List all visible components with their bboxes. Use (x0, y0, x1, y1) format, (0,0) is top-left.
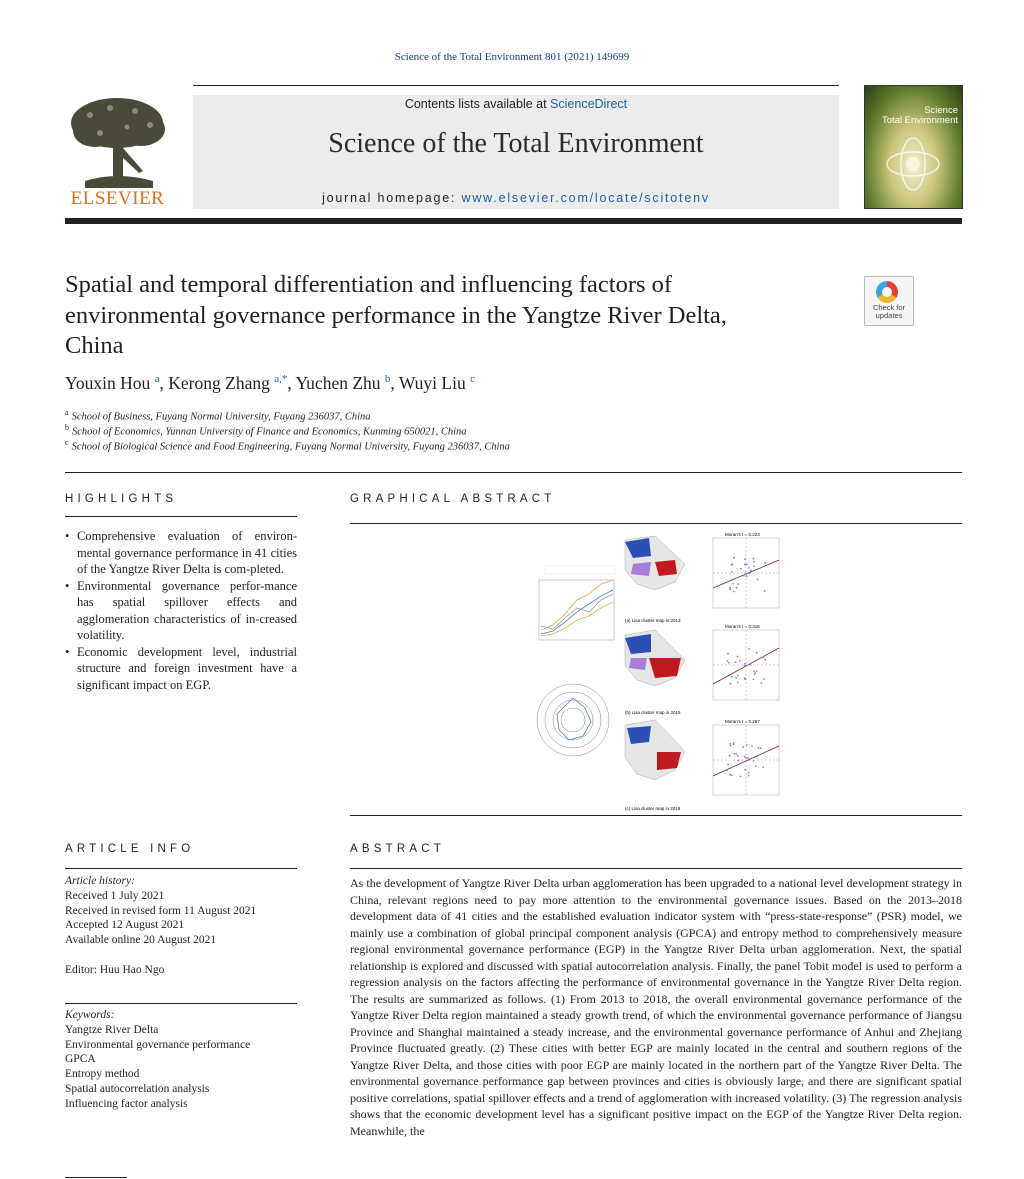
ga-scatter-point (753, 678, 755, 680)
ga-scatter-point (747, 757, 749, 759)
editor-line: Editor: Huu Hao Ngo (65, 964, 165, 976)
keywords-block (65, 1008, 297, 1112)
keyword-item[interactable]: GPCA (65, 1053, 96, 1066)
graphical-abstract-heading: GRAPHICAL ABSTRACT (350, 493, 556, 505)
ga-scatter-point (753, 561, 755, 563)
affiliation-mark: c (65, 438, 69, 447)
section-rule (65, 472, 962, 473)
ga-scatter-point (744, 679, 746, 681)
ga-scatter-point (733, 557, 735, 559)
cover-title-line1: Science (924, 105, 958, 116)
ga-scatter-point (753, 760, 755, 762)
ga-scatter-point (737, 682, 739, 684)
ga-scatter-point (734, 753, 736, 755)
ga-scatter-point (744, 665, 746, 667)
homepage-prefix: journal homepage: (322, 191, 462, 205)
ga-scatter-point (746, 575, 748, 577)
ga-scatter-point (760, 682, 762, 684)
ga-scatter-point (737, 755, 739, 757)
ga-scatter-point (763, 678, 765, 680)
ga-caption-2013: (a) Lisa cluster map in 2013 (625, 618, 681, 623)
journal-name: Science of the Total Environment (328, 128, 704, 159)
ga-scatter-point (727, 764, 729, 766)
ga-scatter-point (729, 587, 731, 589)
ga-map-2013 (625, 536, 685, 623)
keyword-item[interactable]: Entropy method (65, 1068, 140, 1081)
ga-scatter-point (732, 563, 734, 565)
ga-scatter-point (727, 653, 729, 655)
affiliation-text: School of Biological Science and Food Engineering, Fuyang Normal University, Fuyang 236037, China (71, 441, 510, 453)
ga-scatter-point (762, 657, 764, 659)
affiliation (65, 438, 510, 453)
ga-scatter-point (737, 760, 739, 762)
ga-scatter-2018 (713, 719, 779, 795)
keyword-item[interactable]: Spatial autocorrelation analysis (65, 1082, 210, 1095)
ga-scatter-point (753, 670, 755, 672)
history-accepted: Accepted 12 August 2021 (65, 919, 185, 932)
ga-scatter-point (750, 664, 752, 666)
ga-scatter-point (735, 753, 737, 755)
ga-scatter-point (728, 662, 730, 664)
ga-scatter-point (752, 558, 754, 560)
author-list (65, 373, 475, 394)
article-history-label: Article history: (65, 875, 135, 887)
ga-scatter-point (764, 659, 766, 661)
ga-scatter-point (729, 743, 731, 745)
ga-scatter-point (744, 573, 746, 575)
ga-scatter-point (756, 652, 758, 654)
ga-scatter-point (748, 772, 750, 774)
author-separator: , (159, 373, 169, 393)
ga-scatter-point (730, 683, 732, 685)
ga-caption-2015: (b) Lisa cluster map in 2015 (625, 710, 681, 715)
journal-homepage (193, 191, 839, 205)
history-revised: Received in revised form 11 August 2021 (65, 904, 257, 917)
ga-scatter-points (726, 557, 766, 778)
keywords-label: Keywords: (65, 1009, 115, 1021)
keyword-item[interactable]: Yangtze River Delta (65, 1023, 159, 1036)
ga-scatter-point (758, 747, 760, 749)
ga-moran-2013: Moran's I = 0.223 (725, 532, 760, 537)
highlights-heading: HIGHLIGHTS (65, 493, 178, 505)
ga-scatter-point (745, 564, 747, 566)
keywords-rule (65, 1003, 297, 1004)
article-info-heading: ARTICLE INFO (65, 843, 195, 855)
ga-scatter-point (733, 742, 735, 744)
article-info-rule (65, 868, 297, 869)
author-affiliation-mark[interactable]: c (470, 373, 475, 386)
homepage-link[interactable]: www.elsevier.com/locate/scitotenv (461, 191, 710, 205)
author-name[interactable]: Wuyi Liu (398, 373, 466, 393)
elsevier-tree-icon (65, 93, 170, 188)
contents-prefix: Contents lists available at (404, 97, 551, 111)
ga-scatter-point (744, 756, 746, 758)
journal-citation[interactable]: Science of the Total Environment 801 (2021) 149699 (394, 51, 630, 63)
ga-scatter-point (737, 656, 739, 658)
author-separator: , (390, 373, 399, 393)
keyword-item[interactable]: Environmental governance performance (65, 1038, 251, 1051)
ga-scatter-point (744, 558, 746, 560)
footnote-rule (65, 1177, 127, 1178)
ga-scatter-2015 (713, 624, 779, 700)
header-rule (193, 85, 839, 86)
cover-flower-icon (865, 86, 962, 208)
ga-scatter-point (744, 663, 746, 665)
ga-scatter-point (735, 677, 737, 679)
ga-scatter-point (729, 774, 731, 776)
cover-title-line2: Total Environment (881, 115, 958, 126)
ga-radar-chart (537, 684, 609, 756)
ga-scatter-point (740, 568, 742, 570)
abstract-heading: ABSTRACT (350, 843, 445, 855)
ga-scatter-point (762, 767, 764, 769)
ga-scatter-point (731, 775, 733, 777)
affiliation-mark: b (65, 423, 69, 432)
ga-scatter-point (731, 676, 733, 678)
publisher-wordmark: ELSEVIER (70, 188, 165, 209)
ga-scatter-point (739, 660, 741, 662)
author-affiliation-mark[interactable]: a,* (274, 373, 288, 386)
keyword-item[interactable]: Influencing factor analysis (65, 1097, 188, 1110)
ga-scatter-point (726, 769, 728, 771)
graphical-abstract-svg (525, 530, 790, 815)
ga-scatter-point (746, 744, 748, 746)
history-online: Available online 20 August 2021 (65, 934, 217, 947)
author-separator: , (287, 373, 296, 393)
ga-scatter-point (764, 562, 766, 564)
ga-scatter-point (740, 776, 742, 778)
check-for-updates-label: Check for updates (872, 303, 906, 320)
ga-scatter-point (729, 745, 731, 747)
ga-scatter-point (742, 746, 744, 748)
ga-scatter-point (754, 672, 756, 674)
ga-scatter-point (745, 757, 747, 759)
ga-scatter-point (735, 661, 737, 663)
ga-scatter-point (738, 583, 740, 585)
ga-scatter-point (729, 755, 731, 757)
ga-scatter-point (748, 567, 750, 569)
author-affiliation-mark[interactable]: b (384, 373, 391, 386)
ga-scatter-point (760, 747, 762, 749)
ga-scatter-point (743, 575, 745, 577)
ga-scatter-point (726, 660, 728, 662)
journal-cover[interactable] (864, 85, 963, 209)
check-for-updates-badge[interactable] (864, 276, 914, 326)
ga-scatter-point (750, 570, 752, 572)
ga-moran-2018: Moran's I = 0.267 (725, 719, 760, 724)
affiliation (65, 408, 371, 423)
ga-scatter-point (753, 565, 755, 567)
ga-scatter-point (731, 571, 733, 573)
article-history (65, 874, 297, 948)
graphical-abstract-rule (350, 523, 962, 524)
ga-moran-2015: Moran's I = 0.316 (725, 624, 760, 629)
history-received: Received 1 July 2021 (65, 889, 165, 902)
affiliation-mark: a (65, 408, 69, 417)
ga-scatter-point (756, 670, 758, 672)
ga-scatter-point (736, 587, 738, 589)
abstract-body: As the development of Yangtze River Delta urban agglomeration has been upgraded to a national level development strategy in China, relevant regions need to pay more attention to the environmental governance issues. Based on the 2013–2018 development data of 41 cities and the established evaluation indicator system with “press-state-response” (PSR) model, we mainly use a combination of global principal component analysis (GPCA) and entropy method to comprehensively measure regional environmental governance performance (EGP) in the Yangtze River Delta urban agglomeration. Next, the spatial relationship is explored and discussed with spatial autocorrelation analysis. Finally, the panel Tobit model is used to perform a regression analysis on the factors affecting the performance of environmental governance in the Yangtze River Delta region. The results are summarized as follows. (1) From 2013 to 2018, the overall environmental governance performance of the Yangtze River Delta region maintained a steady growth trend, of which the environmental governance performance of Jiangsu Province and Shanghai maintained a steady increase, and the environmental governance performance of Anhui and Zhejiang Province fluctuated greatly. (2) These cities with better EGP are mainly located in the central and southern regions of the Yangtze River Delta, and those cities with poor EGP are mainly located in the northern part of the Yangtze River Delta. The environmental governance performance gap between provinces and cities is obviously large, and there are significant spatial positive correlations, spatial spillover effects and a trend of agglomeration with increased volatility. (3) The regression analysis shows that the economic development level has a significant positive impact on the EGP of the Yangtze River Delta region. Meanwhile, the (350, 876, 962, 1138)
highlights-rule (65, 516, 297, 517)
author-name[interactable]: Yuchen Zhu (295, 373, 381, 393)
affiliation-text: School of Business, Fuyang Normal University, Fuyang 236037, China (71, 411, 371, 423)
article-title: Spatial and temporal differentiation and influencing factors of environmental governance performance in the Yangtze River Delta, China (65, 271, 727, 359)
masthead-thick-rule (65, 218, 962, 224)
highlight-item: • Environmental governance perfor-mance has spatial spillover effects and agglomeration characteristics of in-creased volatility. (65, 578, 297, 644)
ga-scatter-point (755, 765, 757, 767)
ga-map-2015 (625, 630, 685, 715)
ga-caption-2018: (c) Lisa cluster map in 2018 (625, 806, 681, 811)
ga-scatter-point (748, 648, 750, 650)
highlights-list (65, 528, 297, 693)
ga-map-2018 (625, 720, 685, 811)
highlight-item: • Economic development level, industrial structure and foreign investment have a significant impact on EGP. (65, 644, 297, 694)
highlight-item: • Comprehensive evaluation of environ-mental governance performance in 41 cities of the Yangtze River Delta is com-pleted. (65, 528, 297, 578)
ga-scatter-point (733, 591, 735, 593)
crossmark-icon (876, 281, 898, 303)
graphical-abstract-figure[interactable] (525, 530, 790, 815)
affiliation (65, 423, 467, 438)
ga-scatter-2013 (713, 532, 779, 608)
ga-scatter-point (737, 675, 739, 677)
ga-scatter-point (749, 573, 751, 575)
contents-line (193, 97, 839, 111)
ga-line-chart (539, 566, 615, 640)
ga-scatter-point (744, 769, 746, 771)
abstract-rule (350, 868, 962, 869)
ga-scatter-point (764, 590, 766, 592)
ga-scatter-point (751, 745, 753, 747)
ga-scatter-point (729, 588, 731, 590)
author-name[interactable]: Kerong Zhang (168, 373, 270, 393)
graphical-abstract-bottom-rule (350, 815, 962, 816)
author-affiliation-mark[interactable]: a (154, 373, 160, 386)
ga-scatter-point (748, 775, 750, 777)
ga-scatter-point (732, 583, 734, 585)
ga-scatter-point (757, 579, 759, 581)
sciencedirect-link[interactable]: ScienceDirect (550, 97, 628, 111)
author-name[interactable]: Youxin Hou (65, 373, 151, 393)
affiliation-text: School of Economics, Yunnan University of Finance and Economics, Kunming 650021, China (72, 426, 467, 438)
